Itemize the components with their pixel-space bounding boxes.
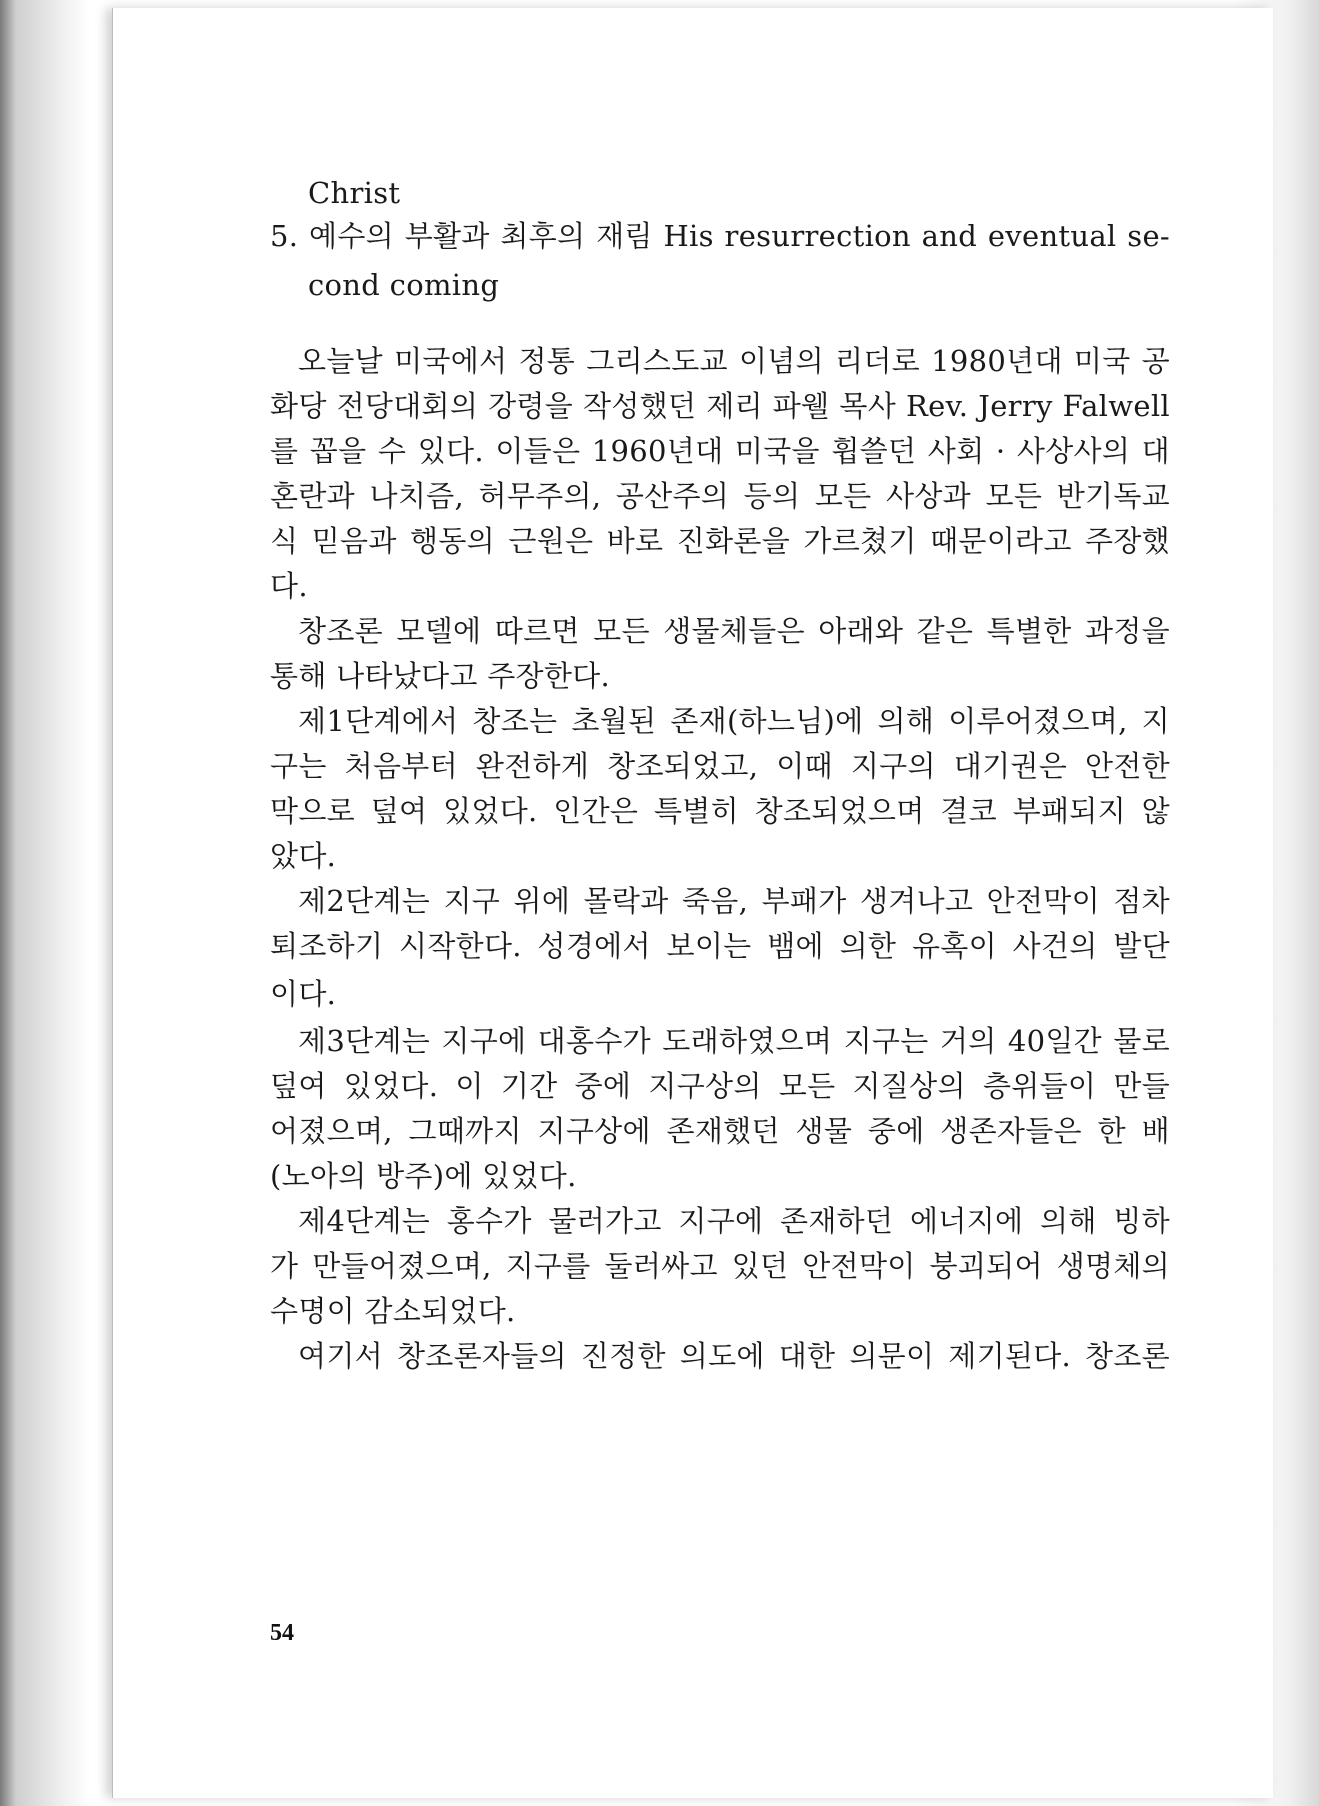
paragraph-3-line-3: 막으로 덮여 있었다. 인간은 특별히 창조되었으며 결코 부패되지 않 [270,794,1170,828]
book-page [112,8,1273,1798]
paragraph-3-line-2: 구는 처음부터 완전하게 창조되었고, 이때 지구의 대기권은 안전한 [270,749,1170,783]
paragraph-1-line-1: 오늘날 미국에서 정통 그리스도교 이념의 리더로 1980년대 미국 공 [298,344,1170,378]
paragraph-5-line-2: 덮여 있었다. 이 기간 중에 지구상의 모든 지질상의 층위들이 만들 [270,1069,1170,1103]
list-item-5-line-1: 5. 예수의 부활과 최후의 재림 His resurrection and eventual se- [270,219,1170,253]
page-number: 54 [270,1620,294,1646]
paragraph-2-line-2: 통해 나타났다고 주장한다. [270,659,611,693]
paragraph-1-line-3: 를 꼽을 수 있다. 이들은 1960년대 미국을 휩쓸던 사회 · 사상사의 대 [270,434,1170,468]
paragraph-7-line-1: 여기서 창조론자들의 진정한 의도에 대한 의문이 제기된다. 창조론 [298,1339,1170,1373]
list-continuation-line: Christ [308,176,401,210]
paragraph-6-line-1: 제4단계는 홍수가 물러가고 지구에 존재하던 에너지에 의해 빙하 [298,1204,1170,1238]
paragraph-2-line-1: 창조론 모델에 따르면 모든 생물체들은 아래와 같은 특별한 과정을 [298,614,1170,648]
paragraph-5-line-3: 어졌으며, 그때까지 지구상에 존재했던 생물 중에 생존자들은 한 배 [270,1114,1170,1148]
paragraph-5-line-4: (노아의 방주)에 있었다. [270,1159,577,1193]
paragraph-1-line-2: 화당 전당대회의 강령을 작성했던 제리 파웰 목사 Rev. Jerry Falwell [270,389,1170,423]
paragraph-4-line-2: 퇴조하기 시작한다. 성경에서 보이는 뱀에 의한 유혹이 사건의 발단 [270,929,1170,963]
list-item-5-line-2: cond coming [308,268,500,302]
paragraph-1-line-6: 다. [270,569,308,603]
paragraph-6-line-2: 가 만들어졌으며, 지구를 둘러싸고 있던 안전막이 붕괴되어 생명체의 [270,1249,1170,1283]
paragraph-3-line-4: 았다. [270,839,337,873]
paragraph-5-line-1: 제3단계는 지구에 대홍수가 도래하였으며 지구는 거의 40일간 물로 [298,1024,1170,1058]
paragraph-1-line-5: 식 믿음과 행동의 근원은 바로 진화론을 가르쳤기 때문이라고 주장했 [270,524,1170,558]
paragraph-4-line-3: 이다. [270,977,337,1011]
paragraph-1-line-4: 혼란과 나치즘, 허무주의, 공산주의 등의 모든 사상과 모든 반기독교 [270,479,1170,513]
paragraph-3-line-1: 제1단계에서 창조는 초월된 존재(하느님)에 의해 이루어졌으며, 지 [298,704,1170,738]
paragraph-6-line-3: 수명이 감소되었다. [270,1294,516,1328]
paragraph-4-line-1: 제2단계는 지구 위에 몰락과 죽음, 부패가 생겨나고 안전막이 점차 [298,884,1170,918]
